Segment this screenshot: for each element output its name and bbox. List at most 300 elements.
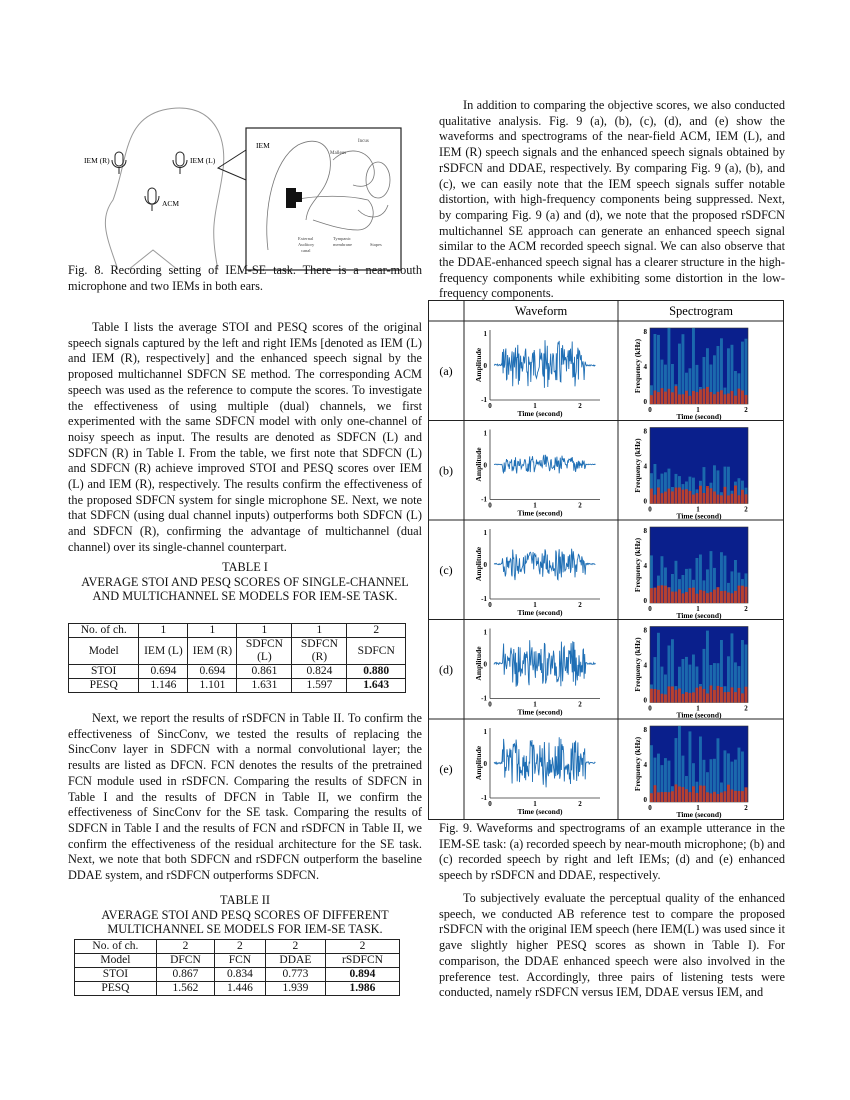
spectrogram-low-band: [741, 791, 744, 802]
fig9-row-label: (e): [439, 762, 453, 776]
spectrogram-low-band: [692, 588, 695, 603]
table-cell: SDFCN (R): [292, 638, 347, 665]
waveform-trace: [494, 455, 595, 474]
table-cell: 0.861: [237, 665, 292, 679]
spectrogram-low-band: [738, 389, 741, 404]
spectrogram-low-band: [654, 689, 657, 703]
table-row: [69, 665, 406, 679]
waveform-ytick: 0: [483, 660, 487, 669]
spectrogram-low-band: [678, 488, 681, 504]
spectrogram-low-band: [717, 686, 720, 703]
spectrogram-low-band: [703, 591, 706, 603]
spectrogram-low-band: [745, 587, 748, 603]
spectrogram-low-band: [717, 495, 720, 504]
spectrogram-low-band: [692, 786, 695, 802]
spectrogram-band: [706, 631, 709, 703]
spectrogram-low-band: [710, 392, 713, 404]
spectrogram-low-band: [654, 588, 657, 603]
table-cell: 0.824: [292, 665, 347, 679]
table-row: [75, 954, 400, 968]
fig9-waveform-header: Waveform: [514, 304, 568, 318]
spectrogram-xtick: 2: [744, 505, 748, 514]
fig8-illustration: [68, 100, 423, 272]
spectrogram-low-band: [706, 593, 709, 603]
iem-right-mic-icon: [112, 152, 126, 174]
spectrogram-low-band: [689, 491, 692, 504]
spectrogram-low-band: [664, 392, 667, 404]
right-paragraph-1: [439, 98, 785, 302]
spectrogram-low-band: [724, 487, 727, 504]
spectrogram-low-band: [727, 593, 730, 604]
spectrogram-low-band: [685, 789, 688, 802]
table-cell: 0.694: [188, 665, 237, 679]
left-paragraph-1: [68, 320, 422, 556]
spectrogram-low-band: [734, 591, 737, 603]
spectrogram-low-band: [689, 792, 692, 802]
table-cell: 2: [215, 940, 266, 954]
table-cell: No. of ch.: [69, 624, 139, 638]
spectrogram-low-band: [692, 391, 695, 404]
table-cell: 0.880: [347, 665, 406, 679]
spectrogram-low-band: [720, 687, 723, 703]
spectrogram-ytick: 8: [643, 527, 647, 535]
table-row: [75, 982, 400, 996]
spectrogram-band: [741, 640, 744, 703]
spectrogram-low-band: [682, 593, 685, 603]
table-cell: DDAE: [265, 954, 325, 968]
spectrogram-low-band: [745, 395, 748, 404]
table-row: [69, 638, 406, 665]
waveform-xtick: 1: [533, 601, 537, 609]
spectrogram-low-band: [731, 391, 734, 404]
table1: [68, 623, 406, 693]
spectrogram-low-band: [713, 492, 716, 504]
spectrogram-ytick: 8: [643, 427, 647, 436]
spectrogram-low-band: [699, 590, 702, 603]
table-cell: 1.986: [325, 982, 399, 996]
spectrogram-low-band: [654, 495, 657, 504]
table1-title: AVERAGE STOI AND PESQ SCORES OF SINGLE-CHANNEL AND MULTICHANNEL SE MODELS FOR IEM-SE TASK.: [81, 574, 409, 603]
spectrogram-low-band: [706, 387, 709, 404]
spectrogram-low-band: [664, 694, 667, 702]
waveform-xlabel: Time (second): [517, 508, 563, 518]
spectrogram-ytick: 8: [643, 726, 647, 734]
table-cell: SDFCN: [347, 638, 406, 665]
spectrogram-xtick: 2: [744, 605, 748, 613]
spectrogram-low-band: [699, 389, 702, 404]
table-cell: 0.694: [139, 665, 188, 679]
fig9-row-label: (d): [439, 662, 453, 677]
spectrogram-low-band: [710, 793, 713, 802]
spectrogram-low-band: [678, 395, 681, 405]
spectrogram-low-band: [745, 787, 748, 802]
table-cell: 1.939: [265, 982, 325, 996]
table-cell: 2: [156, 940, 214, 954]
figure-9: [428, 300, 784, 820]
spectrogram-low-band: [724, 692, 727, 702]
table2-title: AVERAGE STOI AND PESQ SCORES OF DIFFERENT MULTICHANNEL SE MODELS FOR IEM-SE TASK.: [101, 907, 389, 936]
spectrogram-low-band: [720, 793, 723, 803]
waveform-xlabel: Time (second): [517, 707, 563, 717]
waveform-ytick: 1: [483, 330, 487, 338]
spectrogram-low-band: [706, 486, 709, 504]
waveform-xtick: 1: [533, 800, 537, 808]
spectrogram-low-band: [685, 489, 688, 503]
spectrogram-low-band: [710, 488, 713, 503]
spectrogram-ytick: 0: [643, 497, 647, 506]
waveform-xtick: 1: [533, 402, 537, 410]
spectrogram-low-band: [657, 792, 660, 802]
right-paragraph-2: [439, 891, 785, 1001]
table2-caption: [68, 893, 422, 937]
waveform-ytick: 0: [483, 362, 487, 370]
spectrogram-xtick: 1: [696, 605, 700, 613]
table-cell: 0.867: [156, 968, 214, 982]
spectrogram-low-band: [731, 494, 734, 504]
spectrogram-low-band: [703, 786, 706, 802]
waveform-xtick: 0: [488, 800, 492, 808]
waveform-trace: [494, 737, 595, 787]
table-cell: DFCN: [156, 954, 214, 968]
label-malleus: Malleus: [330, 151, 347, 156]
spectrogram-low-band: [696, 392, 699, 404]
spectrogram-low-band: [675, 784, 678, 802]
spectrogram-low-band: [678, 589, 681, 603]
spectrogram-low-band: [668, 588, 671, 604]
table-cell: 1: [292, 624, 347, 638]
table-cell: FCN: [215, 954, 266, 968]
label-incus: Incus: [358, 139, 369, 144]
table-cell: No. of ch.: [75, 940, 157, 954]
spectrogram-low-band: [699, 486, 702, 504]
table-cell: 0.834: [215, 968, 266, 982]
table-cell: STOI: [75, 968, 157, 982]
table-row: [69, 679, 406, 693]
spectrogram-xtick: 1: [696, 406, 700, 414]
spectrogram-low-band: [650, 489, 653, 504]
spectrogram-low-band: [745, 687, 748, 703]
table-cell: IEM (R): [188, 638, 237, 665]
spectrogram-low-band: [675, 386, 678, 404]
spectrogram-low-band: [668, 389, 671, 404]
table1-caption: [68, 560, 422, 604]
spectrogram-low-band: [727, 692, 730, 703]
spectrogram-low-band: [696, 793, 699, 802]
spectrogram-low-band: [671, 791, 674, 802]
spectrogram-low-band: [682, 394, 685, 404]
spectrogram-band: [745, 339, 748, 404]
iem-device-tip: [294, 192, 302, 202]
table-cell: 2: [325, 940, 399, 954]
spectrogram-low-band: [703, 689, 706, 703]
spectrogram-ytick: 0: [643, 398, 647, 406]
waveform-xtick: 2: [578, 601, 582, 609]
table-cell: 1.101: [188, 679, 237, 693]
waveform-ylabel: Amplitude: [474, 745, 483, 781]
table-row: [69, 624, 406, 638]
table-cell: PESQ: [75, 982, 157, 996]
waveform-ytick: -1: [481, 495, 487, 504]
spectrogram-low-band: [682, 787, 685, 802]
spectrogram-low-band: [713, 590, 716, 603]
waveform-ytick: 0: [483, 561, 487, 569]
waveform-ylabel: Amplitude: [474, 646, 483, 681]
spectrogram-low-band: [717, 794, 720, 802]
spectrogram-low-band: [650, 395, 653, 404]
spectrogram-ylabel: Frequency (kHz): [633, 438, 642, 493]
acm-mic-icon: [145, 188, 159, 211]
table-cell: PESQ: [69, 679, 139, 693]
spectrogram-low-band: [731, 687, 734, 702]
spectrogram-low-band: [671, 687, 674, 703]
waveform-xtick: 0: [488, 700, 492, 709]
table-cell: rSDFCN: [325, 954, 399, 968]
spectrogram-low-band: [671, 592, 674, 603]
spectrogram-low-band: [657, 392, 660, 404]
spectrogram-xlabel: Time (second): [676, 412, 722, 421]
spectrogram-low-band: [675, 592, 678, 603]
spectrogram-low-band: [692, 692, 695, 702]
waveform-ytick: 1: [483, 728, 487, 736]
waveform-ytick: 1: [483, 429, 487, 438]
spectrogram-low-band: [727, 495, 730, 503]
label-external: External: [298, 236, 314, 241]
paragraph-subjective-evaluation: To subjectively evaluate the perceptual quality of the enhanced speech, we conducted AB reference test to compare the proposed rSDFCN with the original IEM speech (here IEM(L) was used since it gave slightly higher PESQ scores as shown in Table I). For comparison, the DDAE enhanced speech were also involved in the preference test. Accordingly, three pairs of listening tests were conducted, namely rSDFCN versus IEM, DDAE versus IEM, and: [439, 891, 785, 1000]
spectrogram-low-band: [724, 591, 727, 603]
table-row: [75, 940, 400, 954]
spectrogram-ytick: 4: [643, 462, 647, 471]
spectrogram-xtick: 0: [648, 804, 652, 812]
spectrogram-low-band: [682, 694, 685, 703]
waveform-xtick: 0: [488, 501, 492, 510]
spectrogram-low-band: [689, 396, 692, 404]
table-cell: 1: [237, 624, 292, 638]
spectrogram-xtick: 1: [696, 804, 700, 812]
waveform-xtick: 0: [488, 402, 492, 410]
label-iem-l: IEM (L): [190, 156, 216, 165]
spectrogram-ylabel: Frequency (kHz): [633, 537, 642, 593]
spectrogram-low-band: [724, 791, 727, 802]
spectrogram-low-band: [657, 586, 660, 603]
spectrogram-low-band: [727, 394, 730, 405]
fig8-caption: Fig. 8. Recording setting of IEM-SE task. There is a near-mouth microphone and two IEMs in both ears.: [68, 263, 422, 293]
fig9-row-label: (a): [439, 364, 453, 378]
spectrogram-low-band: [678, 689, 681, 703]
spectrogram-low-band: [689, 588, 692, 603]
spectrogram-low-band: [661, 388, 664, 404]
waveform-ytick: -1: [481, 794, 487, 802]
spectrogram-low-band: [699, 686, 702, 702]
paragraph-table1-discussion: Table I lists the average STOI and PESQ scores of the original speech signals captured by the left and right IEMs [denoted as IEM (L) and IEM (R), respectively] and the enhanced speech signal by the proposed multichannel SDFCN SE method. The corresponding ACM speech was used as the reference to compute the scores. To investigate the effectiveness of using multiple (dual) channels, we first experimented with the same SDFCN model with only one-channel of noisy speech as input. The results are denoted as SDFCN (L) and SDFCN (R) in Table I. From the table, we first note that SDFCN (L) and SDFCN (R) achieve improved STOI and PESQ scores over IEM (L) and IEM (R), respectively. The results confirm the effectiveness of the proposed SDFCN system for single microphone SE. Next, we note that SDFCN (using dual channel inputs) outperforms both SDFCN (L) and SDFCN (R), confirming the advantage of multichannel (dual channel) over its single-channel counterpart.: [68, 320, 422, 554]
spectrogram-low-band: [731, 593, 734, 603]
label-tympanic: Tympanic: [333, 236, 351, 241]
table-cell: IEM (L): [139, 638, 188, 665]
fig9-grid: [428, 300, 784, 820]
spectrogram-xtick: 2: [744, 704, 748, 713]
spectrogram-low-band: [738, 791, 741, 802]
spectrogram-xlabel: Time (second): [676, 611, 722, 620]
spectrogram-low-band: [706, 694, 709, 703]
spectrogram-ytick: 0: [643, 796, 647, 804]
spectrogram-low-band: [734, 692, 737, 702]
spectrogram-low-band: [713, 792, 716, 802]
spectrogram-low-band: [720, 591, 723, 603]
waveform-xtick: 2: [578, 700, 582, 709]
label-stapes: Stapes: [370, 242, 382, 247]
waveform-xtick: 1: [533, 501, 537, 510]
spectrogram-low-band: [685, 391, 688, 404]
head-outline: [105, 108, 223, 270]
waveform-ylabel: Amplitude: [474, 546, 483, 582]
waveform-ytick: 0: [483, 760, 487, 768]
paragraph-qualitative-analysis: In addition to comparing the objective scores, we also conducted qualitative analysis. Fig. 9 (a), (b), (c), (d), and (e) show the waveforms and spectrograms of the near-field ACM, IEM (L), and IEM (R) speech signals and the enhanced speech signals obtained by rSDFCN and DDAE, respectively. By comparing Fig. 9 (a), (b), and (c), we can easily note that the IEM speech signals suffer notable distortion, with high-frequency components being suppressed. Next, by comparing Fig. 9 (a) and (d), we note that the proposed rSDFCN multichannel SE approach can generate an enhanced speech signal similar to the ACM recorded speech signal. We can also observe that the DDAE-enhanced speech signal has a clearer structure in the high-frequency components while exhibiting some distortion in the low-frequency components.: [439, 98, 785, 301]
spectrogram-low-band: [668, 792, 671, 802]
table-cell: 1: [139, 624, 188, 638]
table2: [74, 939, 400, 996]
label-iem-r: IEM (R): [84, 156, 110, 165]
waveform-ytick: 0: [483, 461, 487, 470]
spectrogram-low-band: [720, 495, 723, 503]
spectrogram-band: [689, 731, 692, 802]
table-cell: Model: [69, 638, 139, 665]
spectrogram-low-band: [657, 488, 660, 504]
spectrogram-low-band: [738, 495, 741, 503]
spectrogram-low-band: [657, 690, 660, 703]
spectrogram-xtick: 1: [696, 704, 700, 713]
waveform-ylabel: Amplitude: [474, 447, 483, 482]
label-membrane: membrane: [333, 242, 352, 247]
spectrogram-low-band: [724, 394, 727, 404]
spectrogram-ytick: 8: [643, 328, 647, 336]
waveform-xlabel: Time (second): [517, 409, 563, 418]
spectrogram-low-band: [720, 390, 723, 404]
spectrogram-ytick: 4: [643, 562, 647, 570]
spectrogram-low-band: [741, 391, 744, 405]
spectrogram-ylabel: Frequency (kHz): [633, 736, 642, 792]
spectrogram-ytick: 4: [643, 363, 647, 371]
table-cell: STOI: [69, 665, 139, 679]
table-cell: 1: [188, 624, 237, 638]
spectrogram-low-band: [675, 690, 678, 703]
spectrogram-ylabel: Frequency (kHz): [633, 338, 642, 394]
table-cell: 2: [265, 940, 325, 954]
spectrogram-ytick: 4: [643, 761, 647, 769]
spectrogram-low-band: [696, 493, 699, 503]
spectrogram-low-band: [710, 686, 713, 703]
table-cell: SDFCN (L): [237, 638, 292, 665]
spectrogram-low-band: [668, 686, 671, 702]
waveform-trace: [494, 549, 595, 580]
waveform-xtick: 2: [578, 501, 582, 510]
waveform-xtick: 0: [488, 601, 492, 609]
waveform-xlabel: Time (second): [517, 608, 563, 617]
spectrogram-low-band: [671, 392, 674, 404]
waveform-xtick: 1: [533, 700, 537, 709]
spectrogram-low-band: [734, 486, 737, 504]
spectrogram-low-band: [710, 592, 713, 603]
waveform-xtick: 2: [578, 800, 582, 808]
spectrogram-xtick: 0: [648, 605, 652, 613]
spectrogram-low-band: [685, 692, 688, 702]
spectrogram-low-band: [745, 494, 748, 503]
spectrogram-low-band: [713, 690, 716, 703]
table1-label: TABLE I: [222, 560, 268, 574]
spectrogram-ytick: 0: [643, 597, 647, 605]
spectrogram-low-band: [671, 491, 674, 503]
table-row: [75, 968, 400, 982]
spectrogram-low-band: [661, 792, 664, 802]
spectrogram-band: [682, 334, 685, 404]
fig9-row-label: (c): [439, 563, 453, 577]
spectrogram-low-band: [661, 585, 664, 603]
spectrogram-low-band: [650, 588, 653, 603]
waveform-ytick: 1: [483, 529, 487, 537]
spectrogram-ytick: 0: [643, 696, 647, 705]
spectrogram-low-band: [717, 392, 720, 404]
spectrogram-xtick: 0: [648, 704, 652, 713]
spectrogram-xtick: 2: [744, 406, 748, 414]
table-cell: 2: [347, 624, 406, 638]
spectrogram-low-band: [734, 791, 737, 802]
table-cell: 0.773: [265, 968, 325, 982]
waveform-ytick: -1: [481, 595, 487, 603]
figure-8: [68, 100, 423, 272]
table-cell: 1.446: [215, 982, 266, 996]
spectrogram-low-band: [738, 688, 741, 703]
table-cell: 1.562: [156, 982, 214, 996]
label-iem: IEM: [256, 141, 270, 150]
spectrogram-low-band: [696, 594, 699, 603]
table-cell: 1.631: [237, 679, 292, 693]
spectrogram-low-band: [741, 693, 744, 702]
spectrogram-low-band: [703, 389, 706, 404]
spectrogram-low-band: [668, 489, 671, 504]
iem-left-mic-icon: [173, 152, 187, 174]
table-cell: 1.597: [292, 679, 347, 693]
spectrogram-xlabel: Time (second): [676, 511, 722, 521]
spectrogram-low-band: [650, 793, 653, 802]
spectrogram-low-band: [706, 792, 709, 802]
spectrogram-low-band: [734, 396, 737, 404]
spectrogram-low-band: [664, 586, 667, 603]
waveform-trace: [494, 640, 595, 687]
table-cell: 0.894: [325, 968, 399, 982]
spectrogram-ytick: 4: [643, 661, 647, 670]
spectrogram-low-band: [717, 587, 720, 603]
spectrogram-low-band: [689, 693, 692, 703]
spectrogram-low-band: [685, 592, 688, 603]
waveform-ytick: 1: [483, 628, 487, 637]
spectrogram-low-band: [727, 785, 730, 802]
spectrogram-low-band: [703, 493, 706, 504]
table-cell: 1.146: [139, 679, 188, 693]
spectrogram-low-band: [713, 394, 716, 404]
waveform-ylabel: Amplitude: [474, 347, 483, 383]
spectrogram-xlabel: Time (second): [676, 710, 722, 720]
spectrogram-low-band: [664, 792, 667, 802]
spectrogram-low-band: [738, 586, 741, 603]
spectrogram-low-band: [678, 787, 681, 803]
spectrogram-low-band: [731, 790, 734, 803]
spectrogram-xlabel: Time (second): [676, 810, 722, 819]
label-acm: ACM: [162, 199, 180, 208]
label-auditory: Auditory: [298, 242, 315, 247]
paragraph-table2-discussion: Next, we report the results of rSDFCN in Table II. To confirm the effectiveness of SincConv, we tested the results of replacing the SincConv layer in SDFCN with a normal convolutional layer; the results are listed as DFCN. FCN denotes the results of the pretrained FCN module used in rSDFCN. Comparing the results of SDFCN in Table I and the results of DFCN in Table II, we confirm the effectiveness of SincConv for the SE task. Comparing the results of SDFCN in Table I and the results of FCN and rSDFCN in Table II, we confirm the effectiveness of the residual architecture for the SE task. Next, we note that both SDFCN and rSDFCN outperform the baseline DDAE system, and rSDFCN outperforms SDFCN.: [68, 711, 422, 883]
spectrogram-band: [717, 738, 720, 802]
spectrogram-low-band: [654, 785, 657, 802]
spectrogram-low-band: [692, 495, 695, 504]
spectrogram-low-band: [661, 493, 664, 503]
